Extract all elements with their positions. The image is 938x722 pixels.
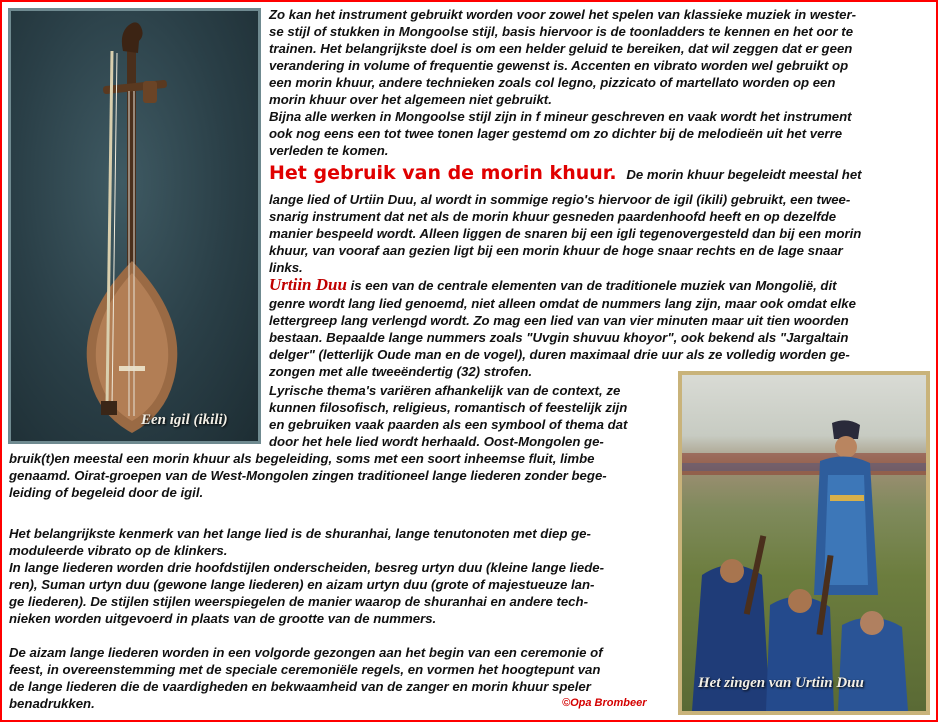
igil-caption: Een igil (ikili) — [141, 412, 228, 428]
text-line: Bijna alle werken in Mongoolse stijl zijn in f mineur geschreven en vaak wordt het instrument — [269, 109, 852, 124]
section-heading-tail: De morin khuur begeleidt meestal het — [626, 167, 862, 182]
text-line: en gebruiken vaak paarden als een symbool of thema dat — [269, 417, 628, 432]
text-line: bruik(t)en meestal een morin khuur als begeleiding, soms met een soort inheemse fluit, limbe — [9, 451, 595, 466]
text-line: ook nog eens een tot twee tonen lager gestemd om zo dichter bij de melodieën uit het verre — [269, 126, 843, 141]
text-line: Het belangrijkste kenmerk van het lange lied is de shuranhai, lange tenutonoten met diep ge- — [9, 526, 591, 541]
text-line: feest, in overeenstemming met de speciale ceremoniële regels, en vormen het hoogtepunt van — [9, 662, 601, 677]
singers-caption: Het zingen van Urtiin Duu — [698, 675, 864, 691]
text-line: verleden te komen. — [269, 143, 389, 158]
urtiin-line — [269, 277, 837, 295]
text-line: genre wordt lang lied genoemd, niet alleen omdat de nummers lang zijn, maar ook omdat elke — [269, 296, 856, 311]
copyright-credit: ©Opa Brombeer — [562, 697, 647, 709]
text-line: lettergreep lang verlengd wordt. Zo mag een lied van van vier minuten maar uit tien woorden — [269, 313, 849, 328]
text-line: bestaan. Bepaalde lange nummers zoals "Uvgin shuvuu khoyor", ook bekend als "Jargaltain — [269, 330, 849, 345]
text-line: De aizam lange liederen worden in een volgorde gezongen aan het begin van een ceremonie of — [9, 645, 603, 660]
text-line: links. — [269, 260, 303, 275]
text-line: moduleerde vibrato op de klinkers. — [9, 543, 228, 558]
text-line: morin khuur over het algemeen niet gebruikt. — [269, 92, 552, 107]
text-line: trainen. Het belangrijkste doel is om een helder geluid te bereiken, dat wil zeggen dat er geen — [269, 41, 853, 56]
igil-photo — [8, 8, 261, 444]
text-line: leiding of begeleid door de igil. — [9, 485, 204, 500]
text-line: ge liederen). De stijlen stijlen weerspiegelen de manier waarop de shuranhai en andere tech- — [9, 594, 588, 609]
text-line: se stijl of stukken in Mongoolse stijl, basis hiervoor is de toonladders te kennen en het oor te — [269, 24, 854, 39]
singers-illustration — [682, 375, 926, 711]
urtiin-tail: is een van de centrale elementen van de traditionele muziek van Mongolië, dit — [350, 278, 837, 293]
text-line: In lange liederen worden drie hoofdstijlen onderscheiden, besreg urtyn duu (kleine lange liede- — [9, 560, 605, 575]
text-line: Lyrische thema's variëren afhankelijk van de context, ze — [269, 383, 621, 398]
singers-photo — [678, 371, 930, 715]
text-line: Zo kan het instrument gebruikt worden voor zowel het spelen van klassieke muziek in wester- — [269, 7, 856, 22]
text-line: verandering in volume of frequentie gewenst is. Accenten en vibrato worden wel gebruikt op — [269, 58, 849, 73]
urtiin-label: Urtiin Duu — [269, 275, 347, 294]
text-line: nieken worden uitgevoerd in plaats van de grootte van de nummers. — [9, 611, 437, 626]
text-line: benadrukken. — [9, 696, 95, 711]
text-line: khuur, van vooraf aan gezien ligt bij een morin khuur de hoge snaar rechts en de lage snaar — [269, 243, 843, 258]
text-line: manier bespeeld wordt. Alleen liggen de snaren bij een igli tegenovergesteld dan bij een morin — [269, 226, 862, 241]
section-heading-line — [269, 162, 862, 184]
text-line: delger" (letterlijk Oude man en de vogel), duren maximaal drie uur als ze volledig worden ge- — [269, 347, 850, 362]
text-line: lange lied of Urtiin Duu, al wordt in sommige regio's hiervoor de igil (ikili) gebruikt, een twee- — [269, 192, 851, 207]
text-line: snarig instrument dat net als de morin khuur gesneden paardenhoofd heeft en op dezelfde — [269, 209, 837, 224]
igil-illustration — [11, 11, 258, 441]
text-line: de lange liederen die de vaardigheden en bekwaamheid van de zanger en morin khuur speler — [9, 679, 591, 694]
text-line: door het hele lied wordt herhaald. Oost-Mongolen ge- — [269, 434, 604, 449]
text-line: genaamd. Oirat-groepen van de West-Mongolen zingen traditioneel lange liederen zonder bege- — [9, 468, 607, 483]
text-line: kunnen filosofisch, religieus, romantisch of feestelijk zijn — [269, 400, 628, 415]
section-heading: Het gebruik van de morin khuur. — [269, 162, 617, 184]
text-line: zongen met alle tweeëndertig (32) strofen. — [269, 364, 533, 379]
text-line: ren), Suman urtyn duu (gewone lange liederen) en aizam urtyn duu (grote of majestueuze lan- — [9, 577, 595, 592]
text-line: een morin khuur, andere technieken zoals col legno, pizzicato of martellato worden op een — [269, 75, 836, 90]
